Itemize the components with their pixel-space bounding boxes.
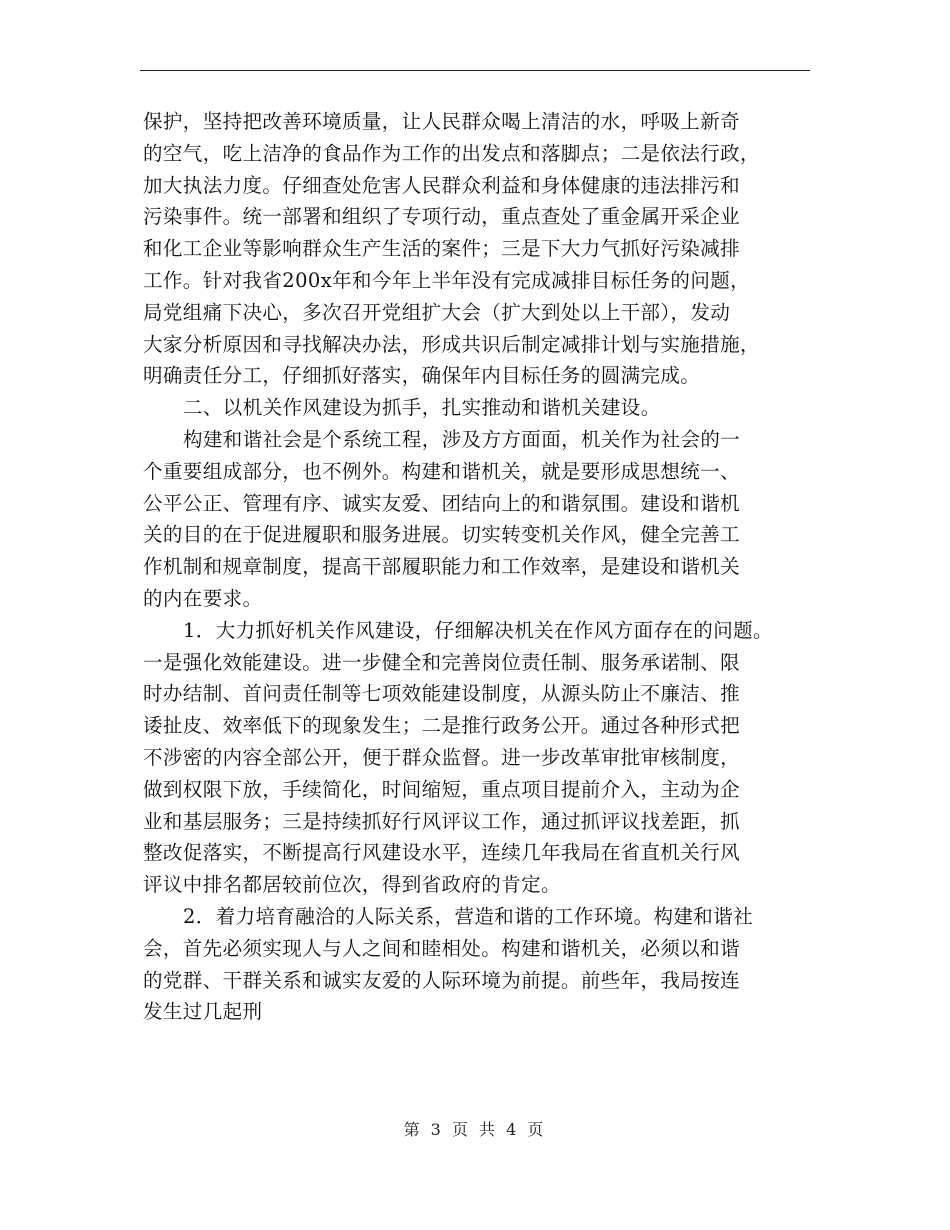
text-line: 会，首先必须实现人与人之间和睦相处。构建和谐机关，必须以和谐 [143, 936, 741, 960]
text-line: 加大执法力度。仔细查处危害人民群众利益和身体健康的违法排污和 [143, 173, 741, 197]
text-line: 不涉密的内容全部公开，便于群众监督。进一步改革审批审核制度， [143, 745, 741, 769]
text-line: 诿扯皮、效率低下的现象发生；二是推行政务公开。通过各种形式把 [143, 714, 741, 738]
text-line: 个重要组成部分，也不例外。构建和谐机关，就是要形成思想统一、 [143, 459, 741, 483]
text-line: 明确责任分工，仔细抓好落实，确保年内目标任务的圆满完成。 [143, 364, 701, 388]
text-line: 公平公正、管理有序、诚实友爱、团结向上的和谐氛围。建设和谐机 [143, 491, 741, 515]
text-line: 1．大力抓好机关作风建设，仔细解决机关在作风方面存在的问题。 [183, 618, 773, 642]
text-line: 评议中排名都居较前位次，得到省政府的肯定。 [143, 873, 561, 897]
text-line: 大家分析原因和寻找解决办法，形成共识后制定减排计划与实施措施， [143, 332, 760, 356]
document-body [143, 106, 863, 1028]
text-line: 和化工企业等影响群众生产生活的案件；三是下大力气抓好污染减排 [143, 237, 741, 261]
text-line: 整改促落实，不断提高行风建设水平，连续几年我局在省直机关行风 [143, 841, 741, 865]
text-line: 污染事件。统一部署和组织了专项行动，重点查处了重金属开采企业 [143, 205, 741, 229]
text-line: 保护，坚持把改善环境质量，让人民群众喝上清洁的水，呼吸上新奇 [143, 110, 741, 133]
text-line: 一是强化效能建设。进一步健全和完善岗位责任制、服务承诺制、限 [143, 650, 741, 674]
text-line: 做到权限下放，手续简化，时间缩短，重点项目提前介入，主动为企 [143, 777, 741, 801]
text-line: 2．着力培育融洽的人际关系，营造和谐的工作环境。构建和谐社 [183, 904, 754, 928]
header-rule [140, 70, 810, 71]
text-line: 的内在要求。 [143, 586, 263, 610]
text-line: 的党群、干群关系和诚实友爱的人际环境为前提。前些年，我局按连 [143, 968, 741, 992]
text-line: 时办结制、首问责任制等七项效能建设制度，从源头防止不廉洁、推 [143, 682, 741, 706]
text-line: 作机制和规章制度，提高干部履职能力和工作效率，是建设和谐机关 [143, 555, 741, 579]
text-line: 的空气，吃上洁净的食品作为工作的出发点和落脚点；二是依法行政， [143, 141, 760, 165]
text-line: 工作。针对我省200x年和今年上半年没有完成减排目标任务的问题， [143, 268, 751, 292]
text-line: 构建和谐社会是个系统工程，涉及方方面面，机关作为社会的一 [183, 427, 741, 451]
text-line: 局党组痛下决心，多次召开党组扩大会（扩大到处以上干部），发动 [143, 300, 731, 324]
page-footer: 第 3 页 共 4 页 [403, 1120, 547, 1139]
text-line: 发生过几起刑 [143, 1000, 263, 1024]
text-line: 二、以机关作风建设为抓手，扎实推动和谐机关建设。 [183, 396, 661, 420]
text-line: 关的目的在于促进履职和服务进展。切实转变机关作风，健全完善工 [143, 523, 741, 547]
text-line: 业和基层服务；三是持续抓好行风评议工作，通过抓评议找差距，抓 [143, 809, 741, 833]
